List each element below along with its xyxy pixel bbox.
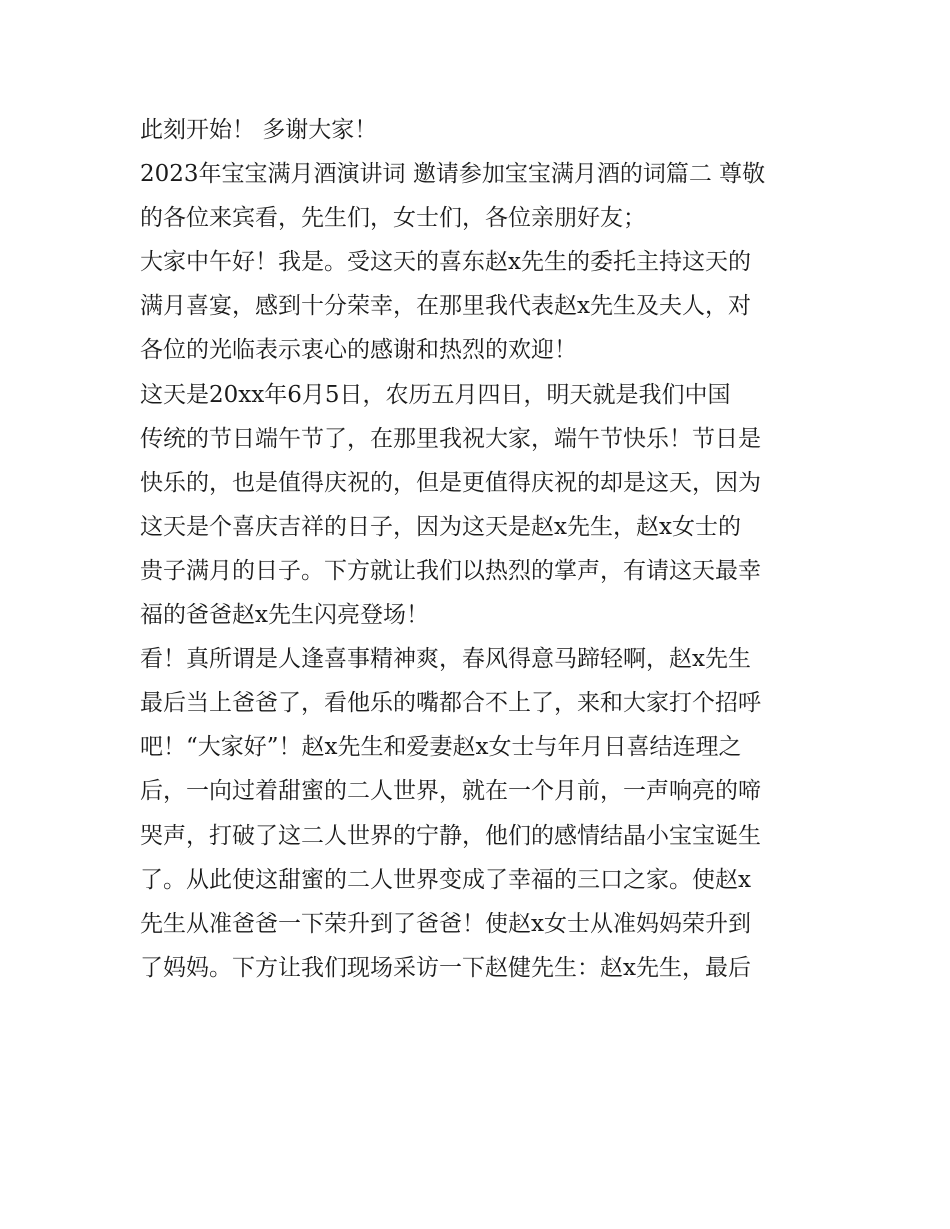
text-line: 满月喜宴，感到十分荣幸，在那里我代表赵x先生及夫人，对	[140, 293, 751, 320]
document-body	[140, 108, 820, 990]
text-line: 了妈妈。下方让我们现场采访一下赵健先生：赵x先生，最后	[140, 954, 751, 981]
text-line: 各位的光临表示衷心的感谢和热烈的欢迎！	[140, 337, 577, 364]
text-line: 此刻开始！ 多谢大家！	[140, 117, 378, 143]
text-line: 吧！“大家好”！赵x先生和爱妻赵x女士与年月日喜结连理之	[140, 734, 742, 761]
text-line: 贵子满月的日子。下方就让我们以热烈的掌声，有请这天最幸	[140, 557, 761, 584]
text-line: 这天是20xx年6月5日，农历五月四日，明天就是我们中国	[140, 381, 731, 408]
text-line: 福的爸爸赵x先生闪亮登场！	[140, 602, 429, 629]
text-line: 传统的节日端午节了，在那里我祝大家，端午节快乐！节日是	[140, 425, 761, 452]
text-line: 这天是个喜庆吉祥的日子，因为这天是赵x先生，赵x女士的	[140, 513, 741, 540]
text-line: 哭声，打破了这二人世界的宁静，他们的感情结晶小宝宝诞生	[140, 822, 761, 849]
text-line: 2023年宝宝满月酒演讲词 邀请参加宝宝满月酒的词篇二 尊敬	[140, 161, 766, 188]
text-line: 大家中午好！我是。受这天的喜东赵x先生的委托主持这天的	[140, 249, 751, 276]
text-line: 的各位来宾看，先生们，女士们，各位亲朋好友；	[140, 205, 646, 232]
text-line: 快乐的，也是值得庆祝的，但是更值得庆祝的却是这天，因为	[140, 469, 761, 496]
text-line: 最后当上爸爸了，看他乐的嘴都合不上了，来和大家打个招呼	[140, 690, 761, 717]
text-line: 了。从此使这甜蜜的二人世界变成了幸福的三口之家。使赵x	[140, 866, 751, 893]
text-line: 后，一向过着甜蜜的二人世界，就在一个月前，一声响亮的啼	[140, 778, 761, 805]
text-line: 先生从准爸爸一下荣升到了爸爸！使赵x女士从准妈妈荣升到	[140, 910, 751, 937]
text-line: 看！真所谓是人逢喜事精神爽，春风得意马蹄轻啊，赵x先生	[140, 646, 751, 673]
